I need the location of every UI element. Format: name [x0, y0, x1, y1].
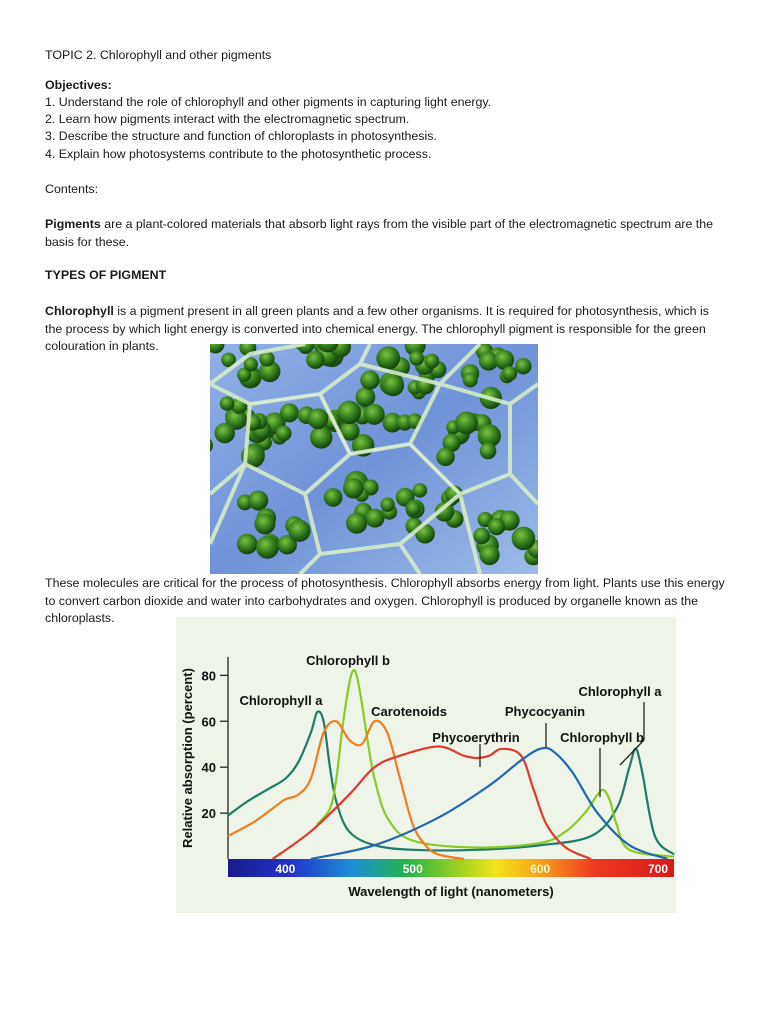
- x-tick-label: 700: [647, 862, 669, 876]
- chloroplast-blob: [220, 396, 234, 410]
- annotation-carotenoids: Carotenoids: [371, 704, 447, 719]
- chloroplast-blob: [512, 527, 536, 551]
- chloroplast-blob: [409, 351, 424, 366]
- chloroplast-blob: [455, 411, 478, 434]
- chloroplast-blob: [515, 358, 531, 374]
- chloroplast-blob: [382, 374, 404, 396]
- chloroplast-blob: [436, 448, 455, 467]
- contents-heading: Contents:: [45, 182, 99, 196]
- chloroplast-blob: [380, 498, 394, 512]
- chloroplast-blob: [364, 404, 385, 425]
- chloroplast-blob: [463, 372, 478, 387]
- chloroplast-blob: [215, 423, 235, 443]
- chloroplast-blob: [248, 490, 268, 510]
- chloroplast-blob: [424, 354, 439, 369]
- x-tick-label: 600: [530, 862, 551, 876]
- chloroplast-blob: [256, 536, 279, 559]
- chloroplast-blob: [360, 370, 379, 389]
- types-heading: TYPES OF PIGMENT: [45, 268, 167, 282]
- x-tick-label: 500: [402, 862, 423, 876]
- chloroplast-blob: [280, 403, 299, 422]
- chloroplast-micrograph: [210, 344, 538, 574]
- chloroplast-blob: [310, 426, 333, 449]
- chloroplast-blob: [406, 501, 420, 515]
- topic-title: TOPIC 2. Chlorophyll and other pigments: [45, 48, 272, 62]
- annotation-phycoerythrin: Phycoerythrin: [432, 730, 520, 745]
- absorption-spectrum-chart: [176, 617, 676, 913]
- objective-item-1: 1. Understand the role of chlorophyll and other pigments in capturing light energy.: [45, 95, 492, 109]
- chlorophyll-definition: is a pigment present in all green plants and a few other organisms. It is required for photosynthesis, which is the process by which light energy is converted into chemical energy. The chlorophyll pigment is responsible for the green colouration in plants.: [45, 304, 709, 353]
- annotation-chlorophyll-b-top: Chlorophyll b: [306, 653, 390, 668]
- chloroplast-blob: [324, 488, 343, 507]
- objective-item-3: 3. Describe the structure and function of chloroplasts in photosynthesis.: [45, 129, 437, 143]
- chloroplast-blob: [473, 527, 490, 544]
- annotation-chlorophyll-a-right: Chlorophyll a: [578, 684, 662, 699]
- y-tick-label: 60: [201, 714, 216, 730]
- chloroplast-blob: [355, 387, 375, 407]
- chloroplast-blob: [343, 478, 364, 499]
- chloroplast-blob: [346, 513, 367, 534]
- y-tick-label: 20: [201, 806, 216, 822]
- annotation-phycocyanin: Phycocyanin: [504, 704, 586, 719]
- objective-item-4: 4. Explain how photosystems contribute to the photosynthetic process.: [45, 147, 432, 161]
- molecules-paragraph: These molecules are critical for the process of photosynthesis. Chlorophyll absorbs energy from light. Plants use this energy to convert carbon dioxide and water into carbohydrates and oxygen. Chlorophyll is produced by organelle known as the chloroplasts.: [45, 576, 725, 625]
- y-axis-label: Relative absorption (percent): [180, 668, 195, 848]
- chloroplast-blob: [337, 401, 361, 425]
- chlorophyll-term: Chlorophyll: [45, 304, 114, 318]
- chloroplast-blob: [276, 425, 292, 441]
- chloroplast-blob: [377, 346, 400, 369]
- objectives-heading: Objectives:: [45, 78, 112, 92]
- y-tick-label: 80: [201, 668, 216, 684]
- chloroplast-blob: [307, 408, 328, 429]
- chloroplast-blob: [306, 351, 324, 369]
- chloroplast-blob: [480, 443, 497, 460]
- x-tick-label: 400: [275, 862, 296, 876]
- x-axis-label: Wavelength of light (nanometers): [348, 884, 554, 899]
- pigments-term: Pigments: [45, 217, 101, 231]
- chloroplast-blob: [479, 545, 499, 565]
- chloroplast-blob: [288, 520, 310, 542]
- annotation-chlorophyll-a-left: Chlorophyll a: [239, 693, 323, 708]
- y-tick-label: 40: [201, 760, 216, 776]
- annotation-chlorophyll-b-right: Chlorophyll b: [560, 730, 644, 745]
- chloroplast-blob: [413, 483, 428, 498]
- chloroplast-blob: [254, 513, 275, 534]
- pigments-paragraph: [45, 216, 725, 251]
- chloroplast-blob: [488, 518, 505, 535]
- chloroplast-blob: [237, 534, 258, 555]
- objective-item-2: 2. Learn how pigments interact with the electromagnetic spectrum.: [45, 112, 410, 126]
- pigments-definition: are a plant-colored materials that absorb light rays from the visible part of the electromagnetic spectrum are the basis for these.: [45, 217, 714, 249]
- chloroplast-blob: [502, 366, 517, 381]
